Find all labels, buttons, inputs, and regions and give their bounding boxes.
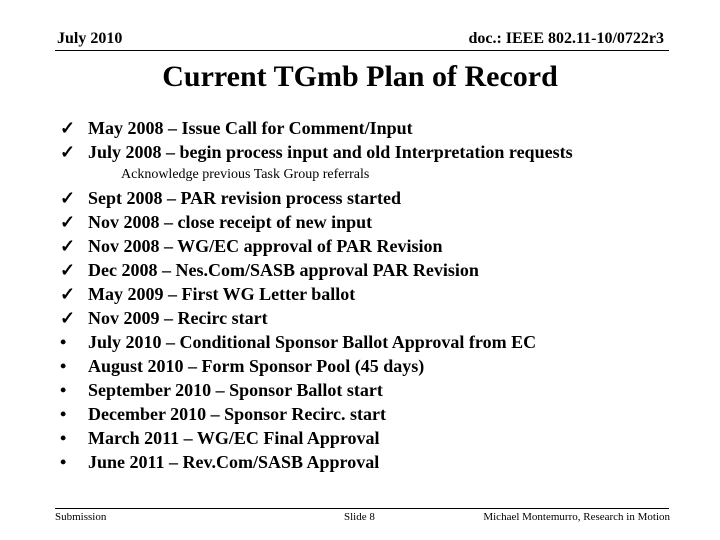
list-item-text: July 2010 – Conditional Sponsor Ballot Approval from EC xyxy=(88,332,537,352)
checkmark-icon: ✓ xyxy=(60,284,76,304)
footer-submission: Submission xyxy=(55,511,107,523)
list-item-text: July 2008 – begin process input and old Interpretation requests xyxy=(88,142,573,162)
list-item-text: May 2008 – Issue Call for Comment/Input xyxy=(88,118,413,138)
list-item xyxy=(60,402,386,426)
list-item-text: Dec 2008 – Nes.Com/SASB approval PAR Revision xyxy=(88,260,479,280)
bullet-icon: • xyxy=(60,428,67,448)
list-item-text: Nov 2008 – WG/EC approval of PAR Revision xyxy=(88,236,443,256)
list-item-text: Sept 2008 – PAR revision process started xyxy=(88,188,401,208)
list-item xyxy=(60,354,425,378)
checkmark-icon: ✓ xyxy=(60,308,76,328)
sub-note: Acknowledge previous Task Group referrals xyxy=(121,167,370,182)
footer-author: Michael Montemurro, Research in Motion xyxy=(483,511,670,523)
list-item xyxy=(60,282,369,306)
bullet-icon: • xyxy=(60,452,67,472)
list-item xyxy=(60,234,443,258)
checkmark-icon: ✓ xyxy=(60,260,76,280)
list-item xyxy=(60,330,537,354)
list-item xyxy=(60,140,573,164)
checkmark-icon: ✓ xyxy=(60,212,76,232)
list-item-text: May 2009 – First WG Letter ballot xyxy=(88,284,356,304)
plan-list xyxy=(60,116,573,474)
footer-slide-number: Slide 8 xyxy=(344,511,375,523)
checkmark-icon: ✓ xyxy=(60,236,76,256)
checkmark-icon: ✓ xyxy=(60,118,76,138)
header-date: July 2010 xyxy=(57,30,123,47)
list-item-text: December 2010 – Sponsor Recirc. start xyxy=(88,404,386,424)
list-item xyxy=(60,306,369,330)
list-item xyxy=(60,186,401,210)
list-item-text: Nov 2008 – close receipt of new input xyxy=(88,212,373,232)
bullet-icon: • xyxy=(60,332,67,352)
bullet-icon: • xyxy=(60,356,67,376)
checkmark-icon: ✓ xyxy=(60,188,76,208)
list-item xyxy=(60,378,383,402)
footer-rule xyxy=(55,508,669,509)
list-item-text: Nov 2009 – Recirc start xyxy=(88,308,268,328)
list-item-text: June 2011 – Rev.Com/SASB Approval xyxy=(88,452,380,472)
bullet-icon: • xyxy=(60,380,67,400)
bullet-icon: • xyxy=(60,404,67,424)
list-item xyxy=(60,258,479,282)
checkmark-icon: ✓ xyxy=(60,142,76,162)
header-doc-id: doc.: IEEE 802.11-10/0722r3 xyxy=(468,30,664,47)
list-item xyxy=(60,426,380,450)
list-item-text: August 2010 – Form Sponsor Pool (45 days) xyxy=(88,356,425,376)
list-item-text: March 2011 – WG/EC Final Approval xyxy=(88,428,380,448)
list-item xyxy=(60,210,373,234)
list-item xyxy=(60,450,380,474)
list-item-text: September 2010 – Sponsor Ballot start xyxy=(88,380,383,400)
header-rule xyxy=(55,50,669,51)
slide-title: Current TGmb Plan of Record xyxy=(162,60,558,93)
list-item xyxy=(60,116,413,140)
